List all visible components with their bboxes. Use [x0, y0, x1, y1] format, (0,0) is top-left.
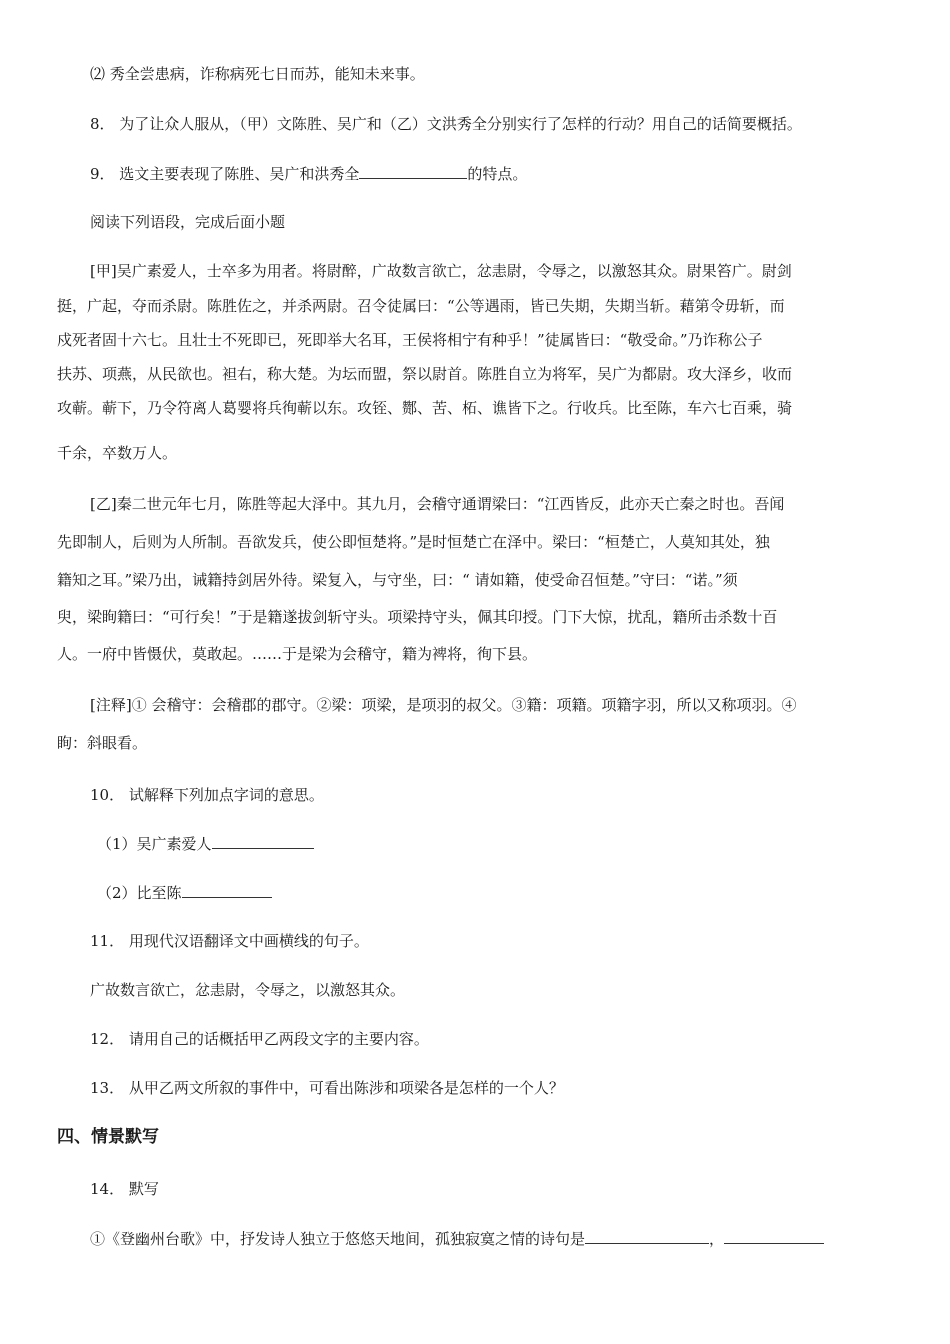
passage-jia-line: 千余，卒数万人。 — [57, 444, 178, 462]
question-12: 12． 请用自己的话概括甲乙两段文字的主要内容。 — [90, 1030, 429, 1048]
passage-jia-line: 扶苏、项燕，从民欲也。袒右，称大楚。为坛而盟，祭以尉首。陈胜自立为将军，吴广为都尉。攻大泽乡，收而 — [57, 365, 793, 383]
q7-item-2: ⑵ 秀全尝患病，诈称病死七日而苏，能知未来事。 — [90, 65, 425, 83]
passage-jia-line: 挺，广起，夺而杀尉。陈胜佐之，并杀两尉。召令徒属曰：“公等遇雨，皆已失期，失期当斩。藉第令毋斩，而 — [57, 297, 785, 315]
question-8: 8． 为了让众人服从，（甲）文陈胜、吴广和（乙）文洪秀全分别实行了怎样的行动？用自己的话简要概括。 — [90, 115, 802, 133]
question-10: 10． 试解释下列加点字词的意思。 — [90, 786, 324, 804]
question-14-1 — [90, 1228, 824, 1249]
notes-line: 眴：斜眼看。 — [57, 734, 148, 752]
passage-yi-line: [乙]秦二世元年七月，陈胜等起大泽中。其九月，会稽守通谓梁曰：“江西皆反，此亦天亡秦之时也。吾闻 — [90, 495, 785, 513]
question-9 — [90, 163, 527, 184]
passage-jia-line: 戍死者固十六七。且壮士不死即已，死即举大名耳，王侯将相宁有种乎！”徒属皆曰：“敬受命。”乃诈称公子 — [57, 331, 763, 349]
passage-jia-line: [甲]吴广素爱人，士卒多为用者。将尉醉，广故数言欲亡，忿恚尉，令辱之，以激怒其众。尉果笞广。尉剑 — [90, 262, 792, 280]
question-10-1 — [97, 833, 314, 854]
passage-yi-line: 籍知之耳。”梁乃出，诫籍持剑居外待。梁复入，与守坐，曰：“ 请如籍，使受命召恒楚。”守曰：“诺。”须 — [57, 571, 738, 589]
q14-1-answer-blank-2[interactable] — [724, 1228, 824, 1244]
q10-2-text: （2）比至陈 — [97, 884, 182, 902]
q9-answer-blank[interactable] — [359, 163, 467, 179]
reading-intro: 阅读下列语段，完成后面小题 — [90, 213, 286, 231]
passage-yi-line: 臾，梁眴籍曰：“可行矣！”于是籍遂拔剑斩守头。项梁持守头，佩其印授。门下大惊，扰乱，籍所击杀数十百 — [57, 608, 778, 626]
notes-line: [注释]① 会稽守：会稽郡的郡守。②梁：项梁，是项羽的叔父。③籍：项籍。项籍字羽，所以又称项羽。④ — [90, 696, 797, 714]
question-10-2 — [97, 882, 272, 903]
q14-separator: ， — [709, 1230, 725, 1248]
passage-yi-line: 人。一府中皆慑伏，莫敢起。……于是梁为会稽守，籍为裨将，徇下县。 — [57, 645, 538, 663]
passage-yi-line: 先即制人，后则为人所制。吾欲发兵，使公即恒楚将。”是时恒楚亡在泽中。梁曰：“桓楚亡，人莫知其处，独 — [57, 533, 770, 551]
q10-2-answer-blank[interactable] — [182, 882, 272, 898]
q10-1-text: （1）吴广素爱人 — [97, 835, 212, 853]
q9-prefix: 9． 选文主要表现了陈胜、吴广和洪秀全 — [90, 165, 360, 183]
question-13: 13． 从甲乙两文所叙的事件中，可看出陈涉和项梁各是怎样的一个人？ — [90, 1079, 564, 1097]
q9-suffix: 的特点。 — [467, 165, 528, 183]
q10-1-answer-blank[interactable] — [212, 833, 314, 849]
q14-1-answer-blank-1[interactable] — [585, 1228, 709, 1244]
q14-1-text: ①《登幽州台歌》中，抒发诗人独立于悠悠天地间，孤独寂寞之情的诗句是 — [90, 1230, 586, 1248]
question-11: 11． 用现代汉语翻译文中画横线的句子。 — [90, 932, 369, 950]
passage-jia-line: 攻蕲。蕲下，乃令符离人葛婴将兵徇蕲以东。攻铚、酂、苦、柘、谯皆下之。行收兵。比至陈，车六七百乘，骑 — [57, 399, 793, 417]
q11-sentence: 广故数言欲亡，忿恚尉，令辱之，以激怒其众。 — [90, 981, 406, 999]
section-heading: 四、情景默写 — [57, 1127, 159, 1147]
question-14: 14． 默写 — [90, 1180, 159, 1198]
